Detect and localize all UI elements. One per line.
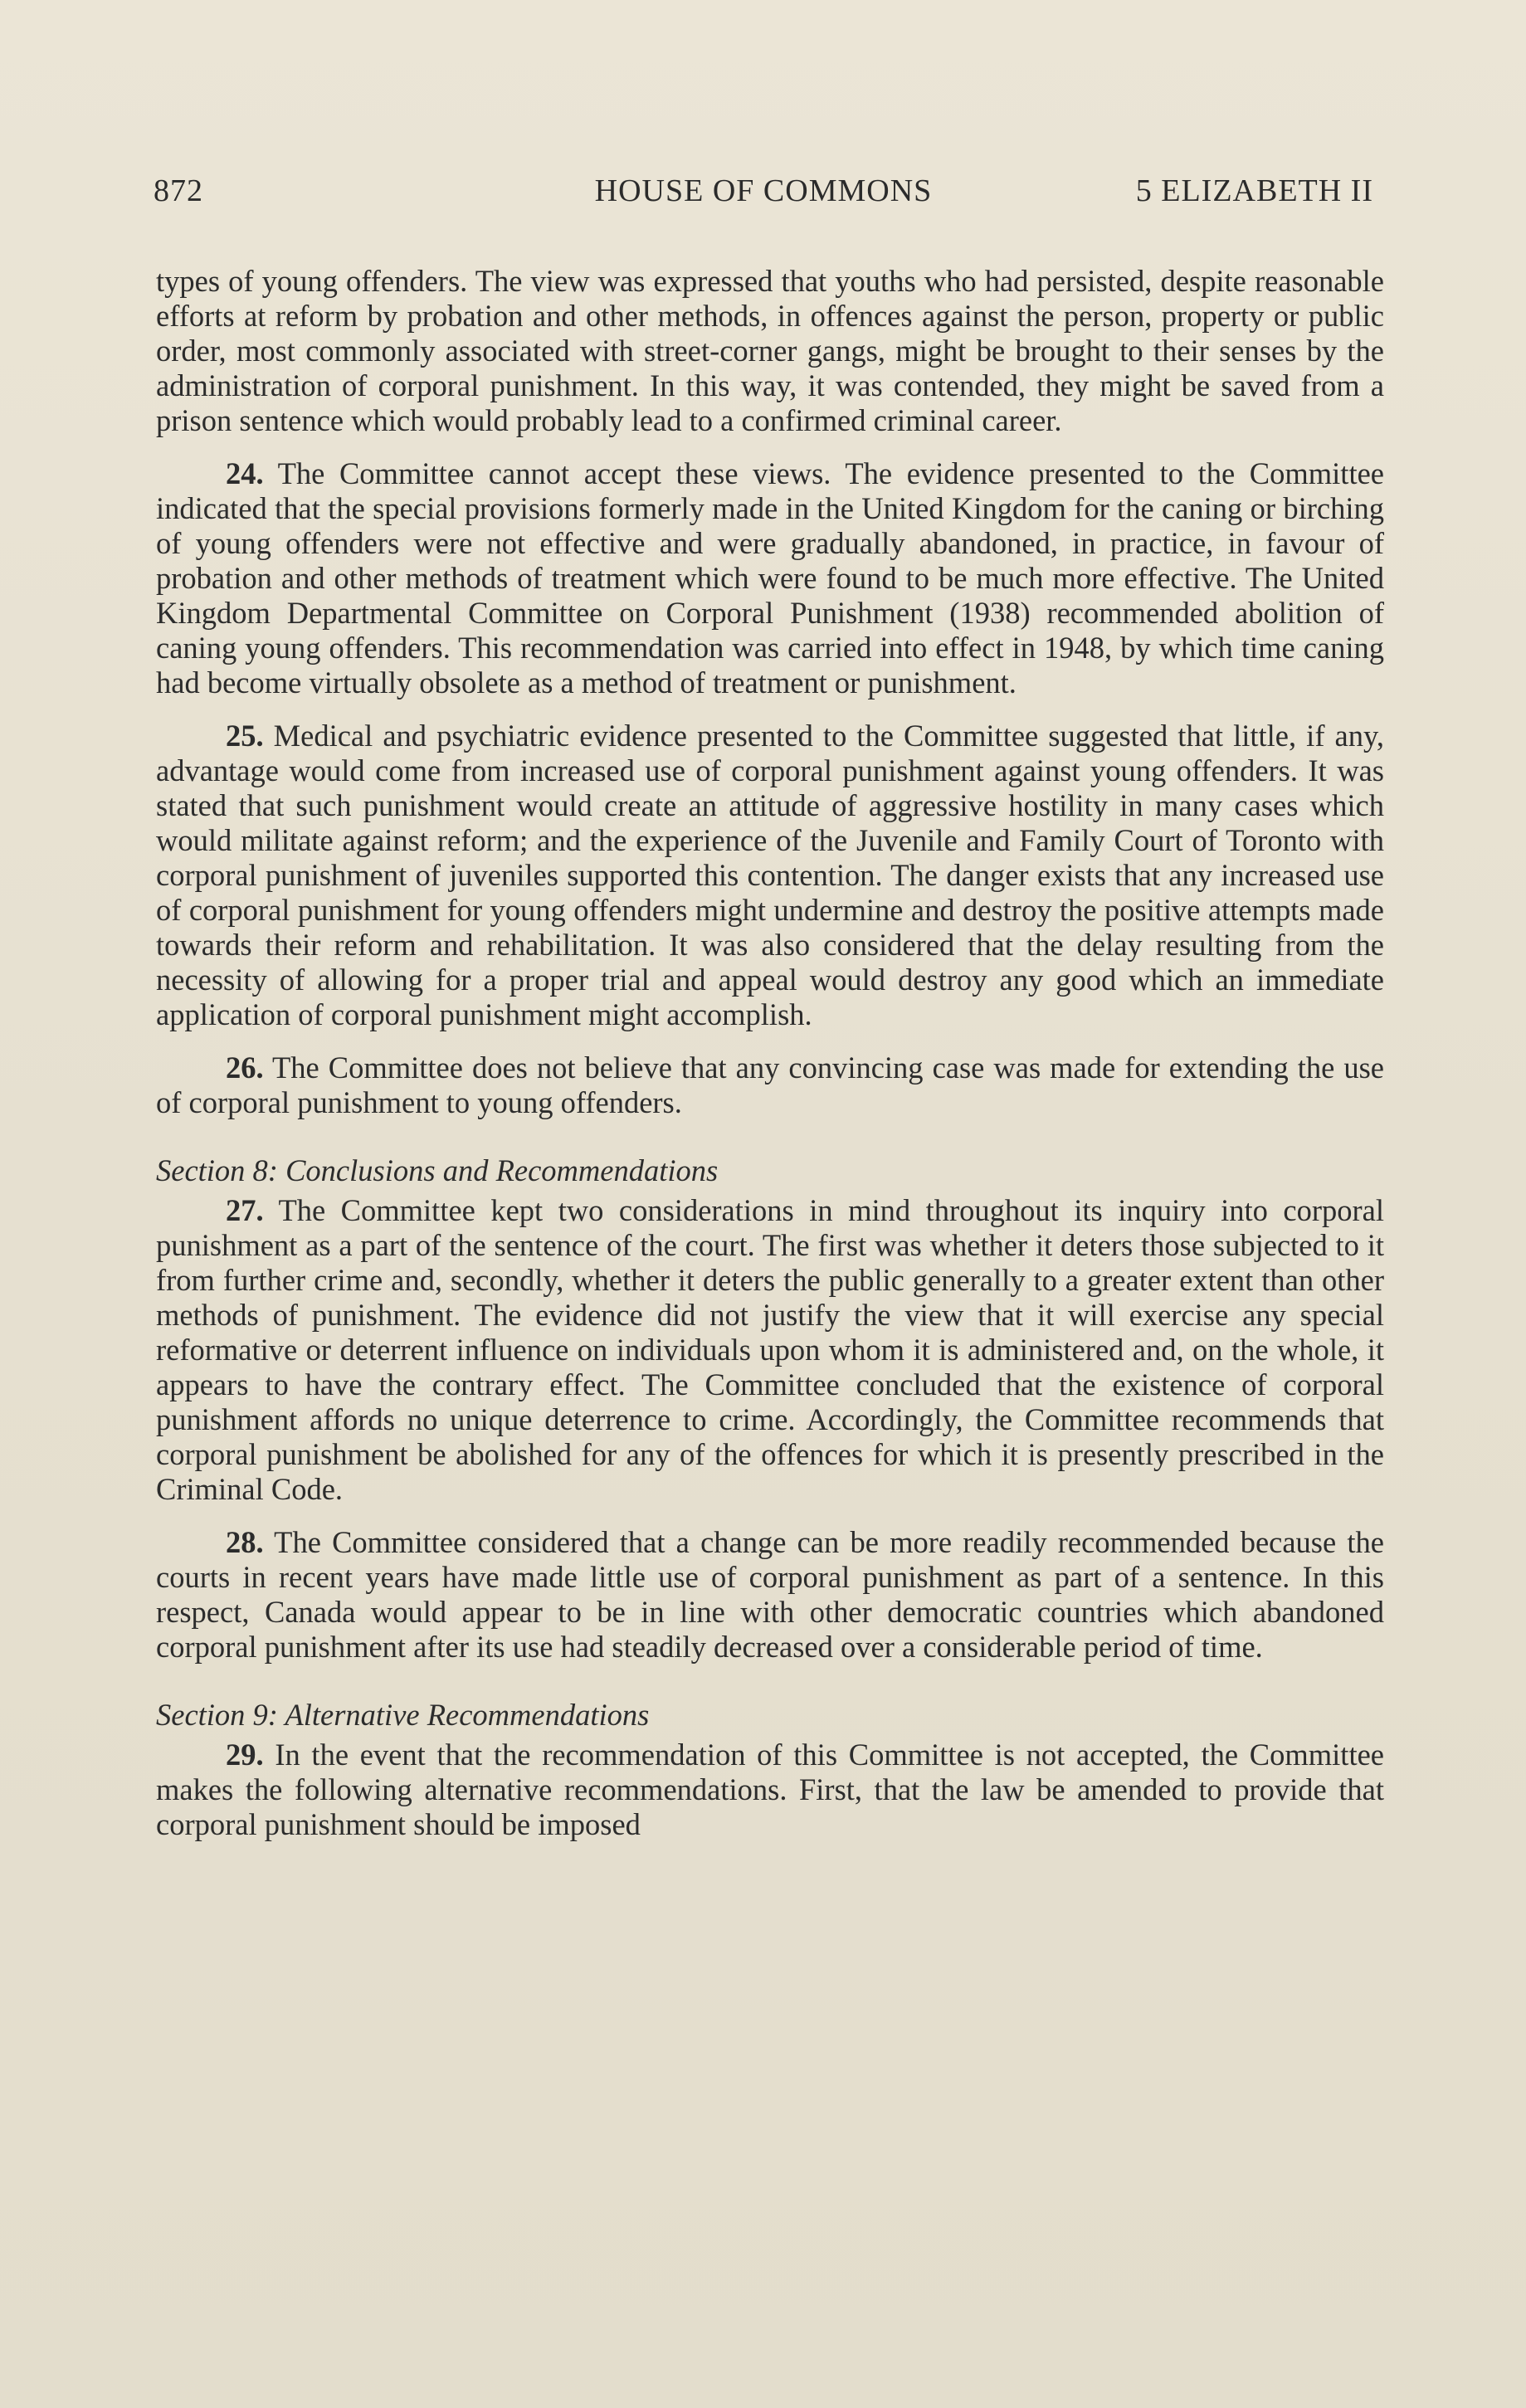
page-header — [154, 173, 1373, 214]
document-body — [156, 264, 1384, 1860]
paragraph-text: The Committee kept two considerations in mind throughout its inquiry into corporal punishment as a part of the sentence of the court. The first was whether it deters those subjected to it from further crime and, secondly, whether it deters the public generally to a greater extent than other methods of punishment. The evidence did not justify the view that it will exercise any special reformative or deterrent influence on individuals upon whom it is administered and, on the whole, it appears to have the contrary effect. The Committee concluded that the existence of corporal punishment affords no unique deterrence to crime. Accordingly, the Committee recommends that corporal punishment be abolished for any of the offences for which it is presently prescribed in the Criminal Code. — [156, 1193, 1384, 1506]
paragraph-number: 29. — [226, 1738, 264, 1772]
paragraph-25 — [156, 719, 1384, 1032]
paragraph-text: The Committee cannot accept these views. The evidence presented to the Committee indicated that the special provisions formerly made in the United Kingdom for the caning or birching of young offenders were not effective and were gradually abandoned, in practice, in favour of probation and other methods of treatment which were found to be much more effective. The United Kingdom Departmental Committee on Corporal Punishment (1938) recommended abolition of caning young offenders. This recommendation was carried into effect in 1948, by which time caning had become virtually obsolete as a method of treatment or punishment. — [156, 456, 1384, 699]
paragraph-28 — [156, 1525, 1384, 1665]
paragraph-text: The Committee considered that a change can be more readily recommended because the courts in recent years have made little use of corporal punishment as part of a sentence. In this respect, Canada would appear to be in line with other democratic countries which abandoned corporal punishment after its use had steadily decreased over a considerable period of time. — [156, 1525, 1384, 1664]
page-number: 872 — [154, 173, 203, 208]
paragraph-26 — [156, 1050, 1384, 1120]
paragraph-text: In the event that the recommendation of this Committee is not accepted, the Committee makes the following alternative recommendations. First, that the law be amended to provide that corporal punishment should be imposed — [156, 1738, 1384, 1841]
paragraph-number: 28. — [226, 1525, 264, 1559]
section-8-heading: Section 8: Conclusions and Recommendations — [156, 1153, 719, 1187]
paragraph-number: 25. — [226, 719, 264, 753]
paragraph-27 — [156, 1193, 1384, 1507]
section-9-heading: Section 9: Alternative Recommendations — [156, 1698, 650, 1732]
regnal-year: 5 ELIZABETH II — [1135, 173, 1373, 208]
paragraph-text: The Committee does not believe that any convincing case was made for extending the use of corporal punishment to young offenders. — [156, 1050, 1384, 1119]
paragraph-continued: types of young offenders. The view was expressed that youths who had persisted, despite reasonable efforts at reform by probation and other methods, in offences against the person, property or public order, most commonly associated with street-corner gangs, might be brought to their senses by the administration of corporal punishment. In this way, it was contended, they might be saved from a prison sentence which would probably lead to a confirmed criminal career. — [156, 264, 1384, 437]
paragraph-24 — [156, 456, 1384, 700]
paragraph-29 — [156, 1738, 1384, 1842]
page-title: HOUSE OF COMMONS — [594, 173, 933, 208]
paragraph-number: 24. — [226, 456, 264, 490]
paragraph-number: 27. — [226, 1193, 264, 1227]
paragraph-text: Medical and psychiatric evidence presented to the Committee suggested that little, if any, advantage would come from increased use of corporal punishment against young offenders. It was stated that such punishment would create an attitude of aggressive hostility in many cases which would militate against reform; and the experience of the Juvenile and Family Court of Toronto with corporal punishment of juveniles supported this contention. The danger exists that any increased use of corporal punishment for young offenders might undermine and destroy the positive attempts made towards their reform and rehabilitation. It was also considered that the delay resulting from the necessity of allowing for a proper trial and appeal would destroy any good which an immediate application of corporal punishment might accomplish. — [156, 719, 1384, 1031]
paragraph-number: 26. — [226, 1050, 264, 1085]
